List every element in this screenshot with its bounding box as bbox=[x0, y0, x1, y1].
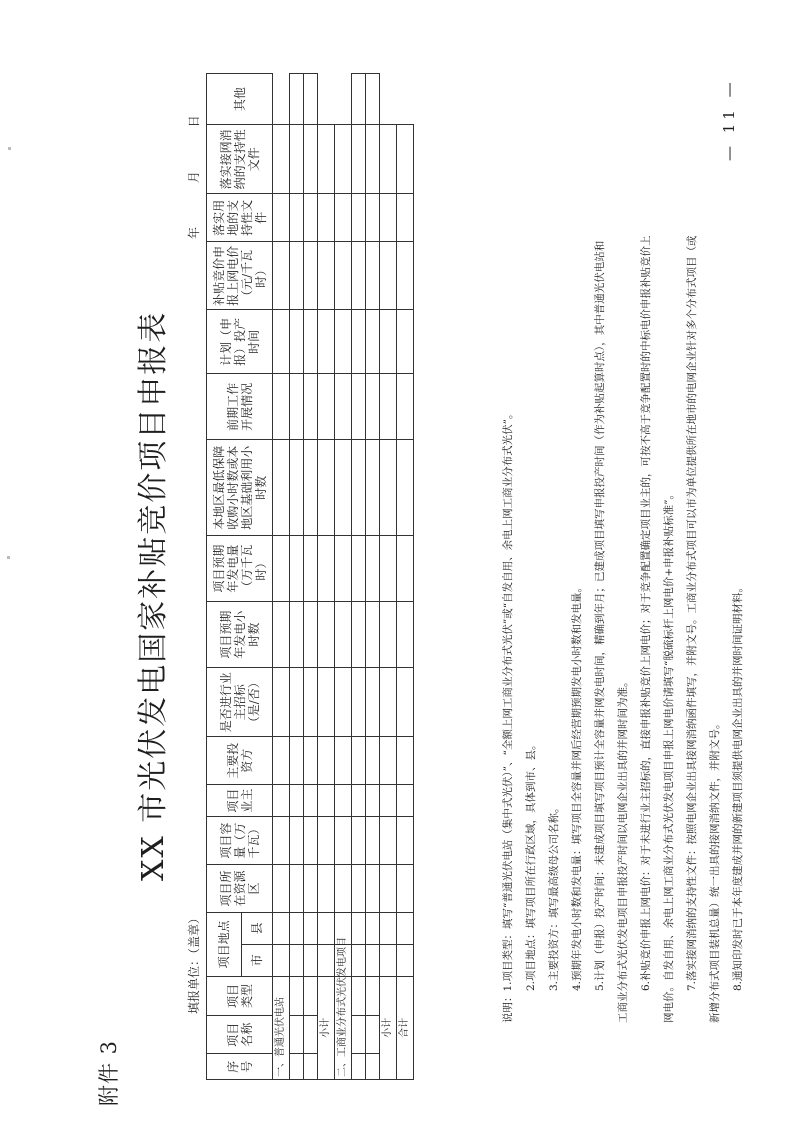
note-line: 网电价。自发自用、余电上网工商业分布式光伏发电项目申报上网电价请填写“脱硫标杆上网电价+申报补贴标准”。 bbox=[663, 488, 675, 1023]
notes-section bbox=[497, 83, 750, 1023]
header-capacity: 项目容量（万千瓦） bbox=[207, 817, 273, 865]
page-number: — 11 — bbox=[720, 78, 738, 161]
note-line: 说明：1.项目类型：填写“普通光伏电站（集中式光伏）”、“全额上网工商业分布式光伏”或“自发自用、余电上网工商业分布式光伏”。 bbox=[502, 408, 514, 1023]
table-row bbox=[304, 74, 318, 1080]
note-line: 3.主要投资方：填写最高级母公司名称。 bbox=[548, 802, 560, 991]
note-line: 5.计划（申报）投产时间：未建成项目填写项目预计全容量并网发电时间，精确到年月；已建成项目填写申报投产时间（作为补贴起算时点），其中普通光伏电站和 bbox=[594, 240, 606, 991]
section-distributed-pv: 二、工商业分布式光伏发电项目 bbox=[335, 976, 352, 1079]
subtotal-distributed-pv: 小计 bbox=[380, 976, 397, 1079]
table-row bbox=[397, 74, 414, 1080]
note-line: 8.通知印发时已于本年度建成并网的新建项目须提供电网企业出具的并网时间证明材料。 bbox=[732, 581, 744, 991]
header-owner: 项目业主 bbox=[207, 785, 273, 817]
note-line: 2.项目地点：填写项目所在行政区域，具体到市、县。 bbox=[525, 739, 537, 991]
header-est-output: 项目预期年发电量（万千瓦时） bbox=[207, 536, 273, 602]
note-line: 7.落实接网消纳的支持性文件：按照电网企业出具接网消纳函件填写，并附文号。工商业分布式项目可以市为单位提供所在地市的电网企业针对多个分布式项目（或 bbox=[686, 235, 698, 991]
header-county: 县 bbox=[242, 912, 273, 944]
header-city: 市 bbox=[242, 944, 273, 976]
header-project-location: 项目地点 bbox=[207, 912, 242, 976]
table-row bbox=[380, 74, 397, 1080]
header-bidding: 是否进行业主招标（是/否） bbox=[207, 668, 273, 737]
attachment-label: 附件 3 bbox=[97, 1039, 121, 1106]
application-table bbox=[206, 73, 414, 1080]
header-plan-date: 计划（申报）投产时间 bbox=[207, 310, 273, 374]
grand-total: 合计 bbox=[397, 976, 414, 1079]
table-row bbox=[335, 74, 352, 1080]
note-line: 新增分布式项目装机总量）统一出具的接网消纳文件，并附文号。 bbox=[709, 718, 721, 1023]
header-project-name: 项目名称 bbox=[207, 1016, 273, 1054]
header-prep-work: 前期工作开展情况 bbox=[207, 374, 273, 440]
header-resource-zone: 项目所在资源区 bbox=[207, 865, 273, 913]
date-label: 年 月 日 bbox=[187, 115, 201, 239]
page-title: XX 市光伏发电国家补贴竞价项目申报表 bbox=[136, 310, 171, 881]
header-serial: 序号 bbox=[207, 1054, 273, 1080]
header-grid-docs: 落实接网消纳的支持性文件 bbox=[207, 125, 273, 194]
header-est-hours: 项目预期年发电小时数 bbox=[207, 602, 273, 668]
header-project-type: 项目类型 bbox=[207, 976, 273, 1015]
note-line: 6.补贴竞价申报上网电价：对于未进行业主招标的，直接申报补贴竞价上网电价；对于竞争配置确定项目业主的，可按不高于竞争配置时的中标电价申报补贴竞价上 bbox=[640, 235, 652, 991]
note-line: 工商业分布式光伏发电项目申报投产时间以电网企业出具的并网时间为准。 bbox=[617, 676, 629, 1023]
header-bid-price: 补贴竞价申报上网电价（元/千瓦时） bbox=[207, 242, 273, 310]
section-ground-pv: 一、普通光伏电站 bbox=[273, 976, 290, 1079]
header-local-min-hours: 本地区最低保障收购小时数或本地区基础利用小时数 bbox=[207, 440, 273, 536]
header-other: 其他 bbox=[207, 74, 273, 125]
table-row bbox=[273, 74, 290, 1080]
table-row bbox=[352, 74, 366, 1080]
table-row bbox=[290, 74, 304, 1080]
fill-unit-label: 填报单位：（盖章） bbox=[187, 911, 201, 1014]
note-line: 4.预期年发电小时数和发电量：填写项目全容量并网后经营期预期发电小时数和发电量。 bbox=[571, 581, 583, 991]
header-land-docs: 落实用地的支持性文件 bbox=[207, 194, 273, 242]
header-investor: 主要投资方 bbox=[207, 737, 273, 785]
subtotal-ground-pv: 小计 bbox=[318, 976, 335, 1079]
table-row bbox=[366, 74, 380, 1080]
table-row bbox=[318, 74, 335, 1080]
